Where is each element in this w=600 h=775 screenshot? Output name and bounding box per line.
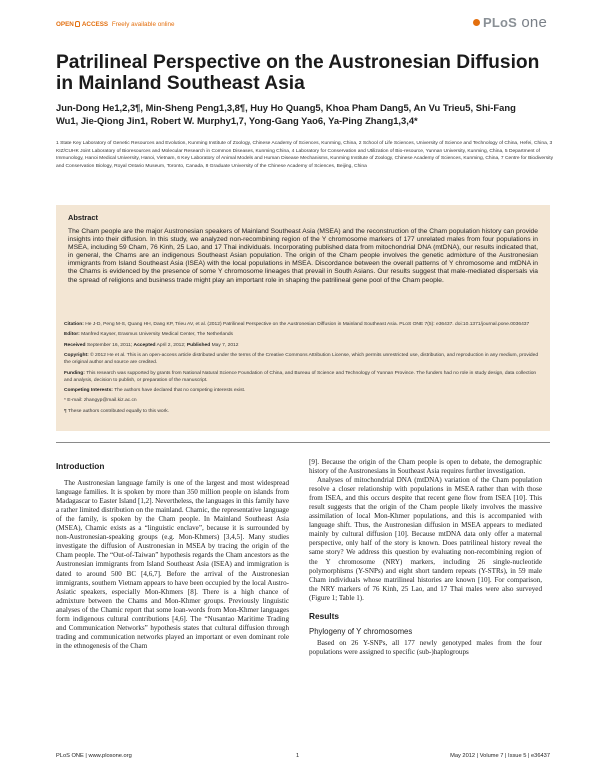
email-line[interactable]: * E-mail: zhangyp@mail.kiz.ac.cn — [64, 398, 137, 404]
competing-text: The authors have declared that no competing interests exist. — [114, 387, 246, 393]
plos-one-logo — [473, 14, 547, 31]
funding-label: Funding: — [64, 370, 85, 376]
footer-journal-url[interactable]: PLoS ONE | www.plosone.org — [56, 753, 132, 759]
phylogeny-subheading: Phylogeny of Y chromosomes — [309, 626, 413, 636]
copyright-text: © 2012 He et al. This is an open-access article distributed under the terms of the Creative Commons Attribution License, which permits unrestricted use, distribution, and reproduction in any medium, provided the original author and source are credited. — [64, 353, 539, 366]
dates-line — [64, 342, 542, 349]
accepted-label: Accepted — [133, 342, 156, 348]
access-label: ACCESS — [81, 21, 109, 28]
results-heading: Results — [309, 610, 339, 621]
editor-label: Editor: — [64, 332, 80, 338]
editor-text: Manfred Kayser, Erasmus University Medical Center, The Netherlands — [81, 332, 233, 338]
open-label: OPEN — [56, 21, 74, 28]
abstract-text: The Cham people are the major Austronesian speakers of Mainland Southeast Asia (MSEA) and the reconstruction of the Cham population history can provide insights into their diffusion. In this study, we analyzed non-recombining region of the Y chromosome markers of 177 unrelated males from four populations in MSEA, including 59 Cham, 76 Kinh, 25 Lao, and 17 Thai individuals. Incorporating published data from mitochondrial DNA (mtDNA), our results indicated that, in general, the Chams are an indigenous Southeast Asian population. The origin of the Cham people involves the genetic admixture of the Austronesian immigrants from Island Southeast Asia (ISEA) with the local populations in MSEA. Discordance between the overall patterns of Y chromosome and mtDNA in the Chams is evidenced by the presence of some Y chromosome lineages that prevail in South Asians. Our results suggest that male-mediated dispersals via the spread of religions and business trade might play an important role in shaping the patrilineal gene pool of the Cham people. — [68, 228, 538, 284]
intro-continued-paragraph: [9]. Because the origin of the Cham people is open to debate, the demographic history of the Austronesians in Southeast Asia requires further investigation. — [309, 458, 542, 476]
published-label: Published — [186, 342, 211, 348]
plos-logo-dot-icon — [473, 19, 480, 26]
introduction-heading: Introduction — [56, 461, 105, 471]
logo-plos-text: PLoS — [482, 15, 517, 30]
article-title: Patrilineal Perspective on the Austronesian Diffusion in Mainland Southeast Asia — [56, 52, 540, 94]
author-list: Jun-Dong He1,2,3¶, Min-Sheng Peng1,3,8¶, Huy Ho Quang5, Khoa Pham Dang5, An Vu Trieu5, Shi-Fang Wu1, Jie-Qiong Jin1, Robert W. Murphy1,7, Yong-Gang Yao6, Ya-Ping Zhang1,3,4* — [56, 102, 516, 126]
results-paragraph: Based on 26 Y-SNPs, all 177 newly genotyped males from the four populations were assigned to specific (sub-)haplogroups — [309, 638, 542, 656]
competing-line — [64, 387, 542, 394]
received-date: September 16, 2011; — [86, 342, 133, 348]
equal-contribution-note: ¶ These authors contributed equally to this work. — [64, 408, 170, 414]
open-access-badge — [56, 21, 175, 28]
freely-available-text: Freely available online — [111, 21, 175, 28]
mtdna-paragraph: Analyses of mitochondrial DNA (mtDNA) variation of the Cham population resolve a closer relationship with populations in MSEA rather than with those from ISEA, and this occurs despite that recent gene flow from ISEA [10]. This result suggests that the origin of the Cham people likely involves the massive assimilation of local Mon-Khmer populations, and this is accompanied with language shift. Thus, the Austronesian diffusion in MSEA appears to mediated mainly by cultural diffusion [10]. Because mtDNA data only offer a maternal perspective, only half of the story is known. Does patrilineal history reveal the same story? We address this question by evaluating non-recombining region of the Y chromosome (NRY) markers, including 26 single-nucleotide polymorphisms (Y-SNPs) and eight short tandem repeats (Y-STRs), in 59 male Cham individuals whose matrilineal histories are known [10]. For comparison, the NRY markers of 76 Kinh, 25 Lao, and 17 Thai males were also surveyed (Figure 1; Table 1). — [309, 476, 542, 602]
left-column — [56, 462, 289, 651]
footer-issue-info: May 2012 | Volume 7 | Issue 5 | e36437 — [450, 753, 550, 759]
received-label: Received — [64, 342, 86, 348]
abstract-heading: Abstract — [68, 213, 98, 222]
section-divider — [56, 442, 550, 443]
funding-line — [64, 370, 542, 384]
copyright-label: Copyright: — [64, 353, 89, 359]
citation-text: He J-D, Peng M-S, Quang HH, Dang KP, Trieu AV, et al. (2012) Patrilineal Perspective on the Austronesian Diffusion in Mainland Southeast Asia. PLoS ONE 7(5): e36437. doi:10.1371/journal.pone.0036437 — [85, 322, 530, 327]
accepted-date: April 2, 2012; — [156, 342, 186, 348]
affiliations: 1 State Key Laboratory of Genetic Resources and Evolution, Kunming Institute of Zoology, Chinese Academy of Sciences, Kunming, China, 2 School of Life Sciences, University of Science and Technology of China, Hefei, China, 3 KIZ/CUHK Joint Laboratory of Bioresources and Molecular Research in Common Diseases, Kunming China, 4 Laboratory for Conservation and Utilization of Bio-resource, Yunnan University, Kunming, China, 5 Department of Immunology, Hanoi Medical University, Hanoi, Vietnam, 6 Key Laboratory of Animal Models and Human Disease Mechanisms, Kunming Institute of Zoology, Chinese Academy of Sciences, Kunming, China, 7 Centre for Biodiversity and Conservation Biology, Royal Ontario Museum, Toronto, Canada, 8 Graduate University of the Chinese Academy of Sciences, Beijing, China — [56, 141, 554, 170]
right-column — [309, 458, 542, 657]
open-lock-icon — [75, 21, 80, 27]
copyright-line — [64, 352, 542, 366]
published-date: May 7, 2012 — [211, 342, 239, 348]
funding-text: This research was supported by grants from National Natural Science Foundation of China, and Bureau of Science and Technology of Yunnan Province. The funders had no role in study design, data collection and analysis, decision to publish, or preparation of the manuscript. — [64, 370, 537, 383]
citation-label: Citation: — [64, 322, 84, 327]
journal-header — [56, 0, 547, 40]
competing-label: Competing Interests: — [64, 387, 113, 393]
citation-line — [64, 321, 542, 328]
logo-one-text: one — [521, 14, 547, 31]
intro-paragraph: The Austronesian language family is one of the largest and most widespread language families. It is spoken by more than 350 million people on islands from Madagascar to Easter Island [1,2]. Nevertheless, the languages in this family have a rather limited distribution on the mainland. Chamic, the representative language of the family, is spoken by the Cham people. In Mainland Southeast Asia (MSEA), Chamic exists as a “linguistic enclave”, because it is surrounded by non-Austronesian-speaking groups (e.g. Mon-Khmers) [3,4,5]. Many studies investigate the diffusion of Austronesian in MSEA by tracing the origin of the Cham people. The “Out-of-Taiwan” hypothesis regards the Cham ancestors as the Austronesian immigrants from Island Southeast Asia (ISEA) and immigration is dated to around 500 BC [4,6,7]. Before the arrival of the Austronesian immigrants, southern Vietnam appears to have been occupied by the local Austro-Asiatic speakers, especially Mon-Khmers [8]. There is a high chance of admixture between the Chams and Mon-Khmer groups. Previously linguistic analyses of the Chamic report that some loan-words from Mon-Khmer languages form indigenous cultural contributions [4,6]. The “Nusantao Maritime Trading and Communication Networks” hypothesis states that cultural diffusion through trading and communication networks played an important or even dominant role in the ethnogenesis of the Cham — [56, 479, 289, 650]
page-number: 1 — [296, 753, 300, 759]
editor-line — [64, 331, 542, 338]
article-metadata — [64, 321, 542, 418]
